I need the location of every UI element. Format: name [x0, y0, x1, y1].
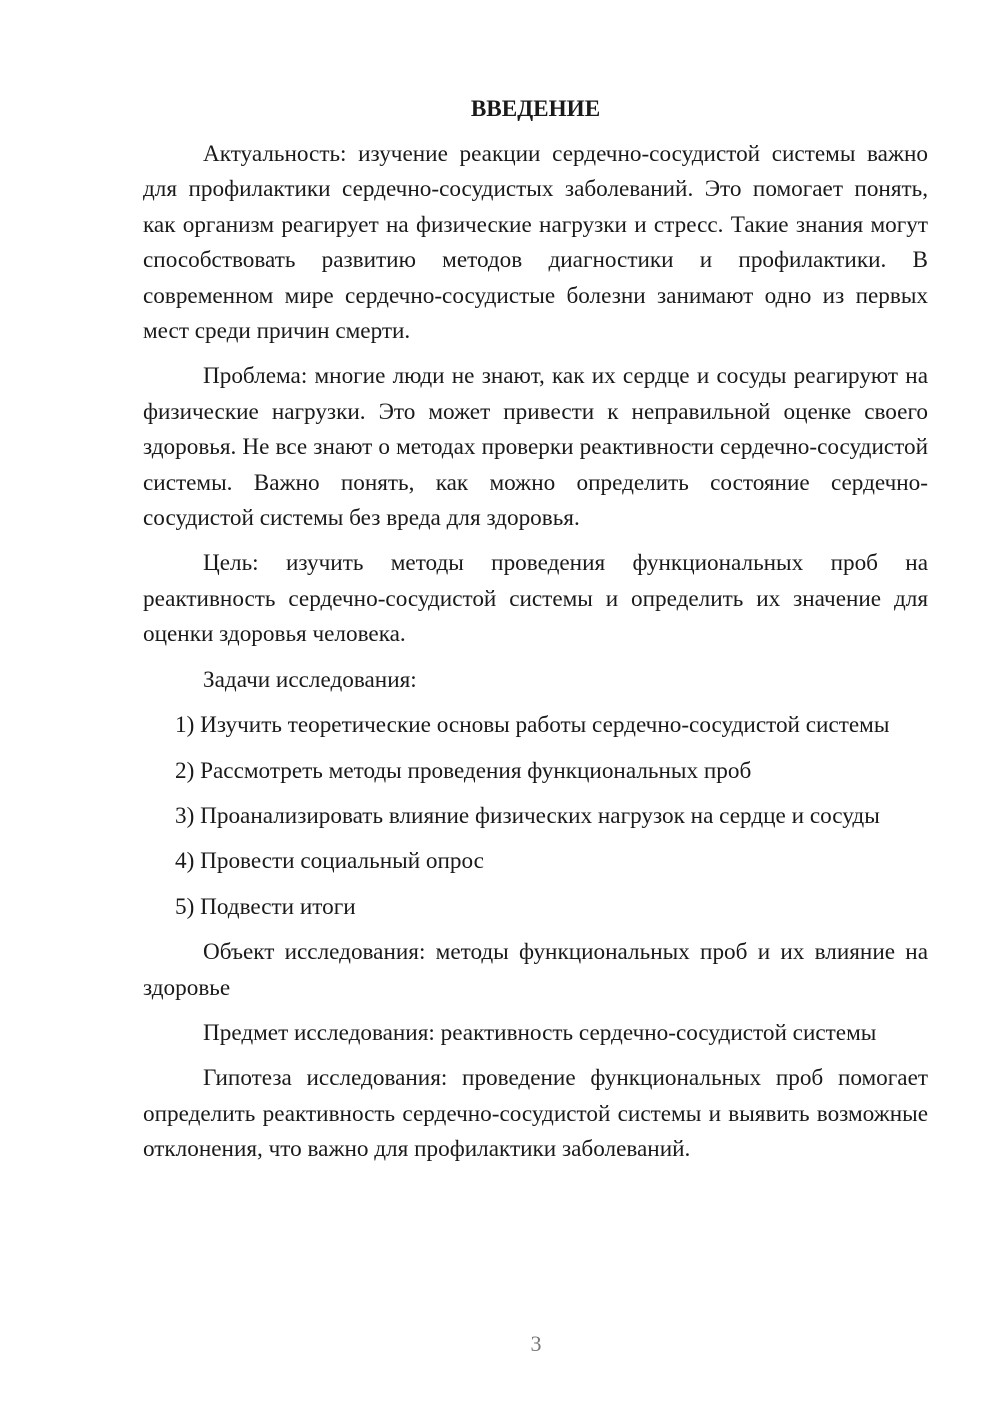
- object-paragraph: Объект исследования: методы функциональных проб и их влияние на здоровье: [143, 939, 928, 1001]
- subject-paragraph: Предмет исследования: реактивность сердечно-сосудистой системы: [203, 1019, 877, 1046]
- relevance-paragraph: Актуальность: изучение реакции сердечно-сосудистой системы важно для профилактики сердечно-сосудистых заболеваний. Это помогает понять, как организм реагирует на физические нагрузки и стресс. Такие знания могут способствовать развитию методов диагностики и профилактики. В современном мире сердечно-сосудистые болезни занимают одно из первых мест среди причин смерти.: [143, 141, 928, 345]
- problem-paragraph: Проблема: многие люди не знают, как их сердце и сосуды реагируют на физические нагрузки. Это может привести к неправильной оценке своего здоровья. Не все знают о методах проверки реактивности сердечно-сосудистой системы. Важно понять, как можно определить состояние сердечно-сосудистой системы без вреда для здоровья.: [143, 363, 928, 532]
- page-content: [143, 92, 928, 1178]
- task-item: 4) Провести социальный опрос: [175, 848, 484, 875]
- task-item: 2) Рассмотреть методы проведения функциональных проб: [175, 757, 752, 784]
- task-item: 5) Подвести итоги: [175, 893, 356, 920]
- page-title: ВВЕДЕНИЕ: [470, 96, 601, 122]
- task-item: 1) Изучить теоретические основы работы сердечно-сосудистой системы: [175, 712, 890, 739]
- task-item: 3) Проанализировать влияние физических нагрузок на сердце и сосуды: [175, 802, 880, 829]
- hypothesis-paragraph: Гипотеза исследования: проведение функциональных проб помогает определить реактивность сердечно-сосудистой системы и выявить возможные отклонения, что важно для профилактики заболеваний.: [143, 1065, 928, 1163]
- page-number: 3: [530, 1331, 542, 1356]
- tasks-title: Задачи исследования:: [203, 666, 417, 693]
- goal-paragraph: Цель: изучить методы проведения функциональных проб на реактивность сердечно-сосудистой системы и определить их значение для оценки здоровья человека.: [143, 550, 928, 648]
